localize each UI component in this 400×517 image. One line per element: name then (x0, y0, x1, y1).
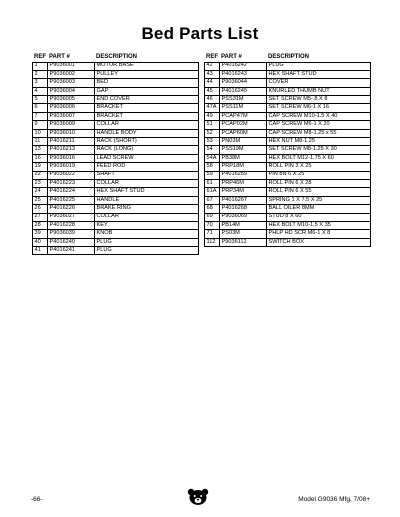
table-row (33, 196, 199, 204)
cell-ref: 59 (205, 171, 220, 179)
cell-part-number: PB14M (220, 221, 267, 229)
cell-part-number: PCAP02M (220, 121, 267, 129)
column-header-description: DESCRIPTION (96, 54, 138, 60)
table-row (33, 179, 199, 187)
cell-description: BED (95, 79, 199, 87)
cell-ref: 26 (33, 205, 48, 213)
cell-ref: 54A (205, 154, 220, 162)
table-row (205, 154, 371, 162)
cell-part-number: P9036003 (48, 79, 95, 87)
cell-ref: 39 (33, 230, 48, 238)
cell-ref: 4 (33, 87, 48, 95)
table-row (33, 104, 199, 112)
cell-ref: 7 (33, 112, 48, 120)
cell-description: HEX BOLT M10-1.5 X 35 (267, 221, 371, 229)
cell-part-number: P9036019 (48, 163, 95, 171)
cell-ref: 6 (33, 104, 48, 112)
cell-description: BALL OILER 8MM (267, 205, 371, 213)
cell-description: KNURLED THUMB NUT (267, 87, 371, 95)
cell-description: PHLP HD SCR M6-1 X 8 (267, 230, 371, 238)
cell-ref: 25 (33, 196, 48, 204)
table-row (205, 230, 371, 238)
cell-part-number: P9036112 (220, 238, 267, 246)
cell-ref: 71 (205, 230, 220, 238)
table-row (205, 129, 371, 137)
cell-ref: 70 (205, 221, 220, 229)
cell-part-number: PSS11M (220, 104, 267, 112)
cell-ref: 22 (33, 171, 48, 179)
table-row (33, 247, 199, 255)
cell-part-number: P4016242 (220, 62, 267, 70)
cell-part-number: P4016240 (48, 238, 95, 246)
table-row (205, 62, 371, 70)
cell-ref: 69 (205, 213, 220, 221)
table-row (205, 121, 371, 129)
cell-description: COLLAR (95, 179, 199, 187)
cell-description: HANDLE (95, 196, 199, 204)
cell-part-number: P9036039 (48, 230, 95, 238)
cell-ref: 54 (205, 146, 220, 154)
cell-ref: 23 (33, 179, 48, 187)
table-row (33, 163, 199, 171)
table-row (33, 188, 199, 196)
table-row (205, 221, 371, 229)
cell-description: ROLL PIN 6 X 55 (267, 188, 371, 196)
cell-ref: 27 (33, 213, 48, 221)
cell-part-number: P4016245 (220, 87, 267, 95)
cell-part-number: P4016228 (48, 221, 95, 229)
cell-description: COLLAR (95, 121, 199, 129)
table-row (33, 213, 199, 221)
cell-description: SET SCREW M5-.8 X 8 (267, 96, 371, 104)
table-row (205, 205, 371, 213)
cell-ref: 47A (205, 104, 220, 112)
table-row (205, 79, 371, 87)
cell-description: RACK (LONG) (95, 146, 199, 154)
cell-description: BRAKE RING (95, 205, 199, 213)
cell-ref: 3 (33, 79, 48, 87)
cell-description: KEY (95, 221, 199, 229)
bear-head-icon (187, 488, 209, 506)
table-row (33, 70, 199, 78)
cell-description: LEAD SCREW (95, 154, 199, 162)
cell-part-number: P9036001 (48, 62, 95, 70)
cell-ref: 11 (33, 138, 48, 146)
cell-ref: 10 (33, 129, 48, 137)
cell-ref: 28 (33, 221, 48, 229)
cell-part-number: PN03M (220, 138, 267, 146)
cell-ref: 45 (205, 87, 220, 95)
cell-ref: 53 (205, 138, 220, 146)
table-row (33, 121, 199, 129)
table-row (33, 146, 199, 154)
cell-description: HEX NUT M8-1.25 (267, 138, 371, 146)
cell-description: HEX SHAFT STUD (95, 188, 199, 196)
cell-ref: 67 (205, 196, 220, 204)
cell-description: PULLEY (95, 70, 199, 78)
cell-part-number: PSS31M (220, 96, 267, 104)
table-row (33, 96, 199, 104)
cell-part-number: PRP34M (220, 188, 267, 196)
cell-ref: 61 (205, 179, 220, 187)
cell-ref: 58 (205, 163, 220, 171)
model-footer: Model G9036 Mfg. 7/08+ (298, 496, 370, 503)
table-row (33, 79, 199, 87)
cell-ref: 68 (205, 205, 220, 213)
cell-part-number: P9036004 (48, 87, 95, 95)
table-row (33, 112, 199, 120)
cell-description: HANDLE BODY (95, 129, 199, 137)
table-row (205, 171, 371, 179)
cell-description: SPRING 1 X 7.5 X 25 (267, 196, 371, 204)
table-row (205, 238, 371, 246)
cell-description: SWITCH BOX (267, 238, 371, 246)
cell-part-number: P9036006 (48, 104, 95, 112)
cell-ref: 16 (33, 154, 48, 162)
cell-part-number: PRP46M (220, 179, 267, 187)
table-row (33, 230, 199, 238)
parts-table-right (204, 52, 371, 247)
cell-part-number: P9036069 (220, 213, 267, 221)
cell-part-number: P4016243 (220, 70, 267, 78)
table-row (33, 171, 199, 179)
table-row (205, 138, 371, 146)
table-row (205, 87, 371, 95)
cell-part-number: PS03M (220, 230, 267, 238)
cell-part-number: P4016241 (48, 247, 95, 255)
cell-description: RACK (SHORT) (95, 138, 199, 146)
table-row (205, 96, 371, 104)
table-row (205, 213, 371, 221)
cell-description: SHAFT (95, 171, 199, 179)
cell-ref: 112 (205, 238, 220, 246)
table-row (33, 62, 199, 70)
cell-ref: 44 (205, 79, 220, 87)
cell-part-number: PRP18M (220, 163, 267, 171)
table-row (33, 138, 199, 146)
table-row (33, 205, 199, 213)
cell-description: ROLL PIN 6 X 28 (267, 179, 371, 187)
cell-ref: 52 (205, 129, 220, 137)
cell-description: CAP SCREW M8-1.25 x 55 (267, 129, 371, 137)
table-header-row (33, 52, 199, 62)
parts-table-left (32, 52, 199, 255)
cell-description: MOTOR BASE (95, 62, 199, 70)
cell-description: STUD 8 X 60 (267, 213, 371, 221)
cell-description: PLUG (267, 62, 371, 70)
column-header-part: PART # (221, 54, 242, 60)
cell-part-number: P9036009 (48, 121, 95, 129)
column-header-part: PART # (49, 54, 70, 60)
cell-description: CAP SCREW M10-1.5 X 40 (267, 112, 371, 120)
cell-part-number: PCAP47M (220, 112, 267, 120)
cell-ref: 61A (205, 188, 220, 196)
cell-part-number: P9036027 (48, 213, 95, 221)
cell-part-number: PB38M (220, 154, 267, 162)
cell-ref: 41 (33, 247, 48, 255)
cell-part-number: P4016226 (48, 205, 95, 213)
cell-description: GAP (95, 87, 199, 95)
table-row (205, 104, 371, 112)
cell-ref: 46 (205, 96, 220, 104)
column-header-ref: REF (34, 54, 46, 60)
table-row (205, 188, 371, 196)
cell-description: PLUG (95, 247, 199, 255)
cell-description: HEX SHAFT STUD (267, 70, 371, 78)
cell-description: PLUG (95, 238, 199, 246)
cell-description: CAP SCREW M6-1 X 20 (267, 121, 371, 129)
cell-description: COLLAR (95, 213, 199, 221)
cell-description: ROLL PIN 3 X 25 (267, 163, 371, 171)
cell-part-number: P4016224 (48, 188, 95, 196)
table-row (205, 112, 371, 120)
cell-ref: 24 (33, 188, 48, 196)
cell-part-number: P9036007 (48, 112, 95, 120)
cell-part-number: P4016268 (220, 205, 267, 213)
table-row (205, 179, 371, 187)
table-row (33, 221, 199, 229)
cell-part-number: P9036010 (48, 129, 95, 137)
cell-part-number: P4016259 (220, 171, 267, 179)
cell-description: BRACKET (95, 104, 199, 112)
cell-part-number: P9036016 (48, 154, 95, 162)
table-row (33, 238, 199, 246)
cell-part-number: P4016225 (48, 196, 95, 204)
table-header-row (205, 52, 371, 62)
cell-description: FEED ROD (95, 163, 199, 171)
cell-description: KNOB (95, 230, 199, 238)
page-number: -66- (31, 496, 43, 503)
cell-ref: 49 (205, 112, 220, 120)
table-row (33, 154, 199, 162)
cell-ref: 43 (205, 70, 220, 78)
cell-ref: 5 (33, 96, 48, 104)
page-title: Bed Parts List (141, 24, 259, 43)
table-row (205, 70, 371, 78)
cell-part-number: P4016267 (220, 196, 267, 204)
cell-description: SET SCREW M8-1.25 X 30 (267, 146, 371, 154)
table-row (33, 129, 199, 137)
cell-part-number: P9036022 (48, 171, 95, 179)
table-row (205, 163, 371, 171)
cell-ref: 2 (33, 70, 48, 78)
table-row (205, 196, 371, 204)
cell-ref: 1 (33, 62, 48, 70)
cell-part-number: P9036005 (48, 96, 95, 104)
cell-description: END COVER (95, 96, 199, 104)
cell-description: PIN 8N 6 X 25 (267, 171, 371, 179)
cell-part-number: PCAP60M (220, 129, 267, 137)
cell-part-number: P9036002 (48, 70, 95, 78)
cell-part-number: P4016213 (48, 146, 95, 154)
cell-part-number: P9036044 (220, 79, 267, 87)
cell-ref: 9 (33, 121, 48, 129)
cell-part-number: PSS19M (220, 146, 267, 154)
table-row (205, 146, 371, 154)
column-header-description: DESCRIPTION (268, 54, 310, 60)
cell-ref: 40 (33, 238, 48, 246)
cell-part-number: P4016223 (48, 179, 95, 187)
cell-description: BRACKET (95, 112, 199, 120)
cell-ref: 19 (33, 163, 48, 171)
cell-ref: 42 (205, 62, 220, 70)
cell-description: COVER (267, 79, 371, 87)
cell-description: HEX BOLT M12-1.75 X 60 (267, 154, 371, 162)
cell-part-number: P4016211 (48, 138, 95, 146)
table-row (33, 87, 199, 95)
cell-description: SET SCREW M6-1 X 16 (267, 104, 371, 112)
cell-ref: 13 (33, 146, 48, 154)
cell-ref: 51 (205, 121, 220, 129)
column-header-ref: REF (206, 54, 218, 60)
